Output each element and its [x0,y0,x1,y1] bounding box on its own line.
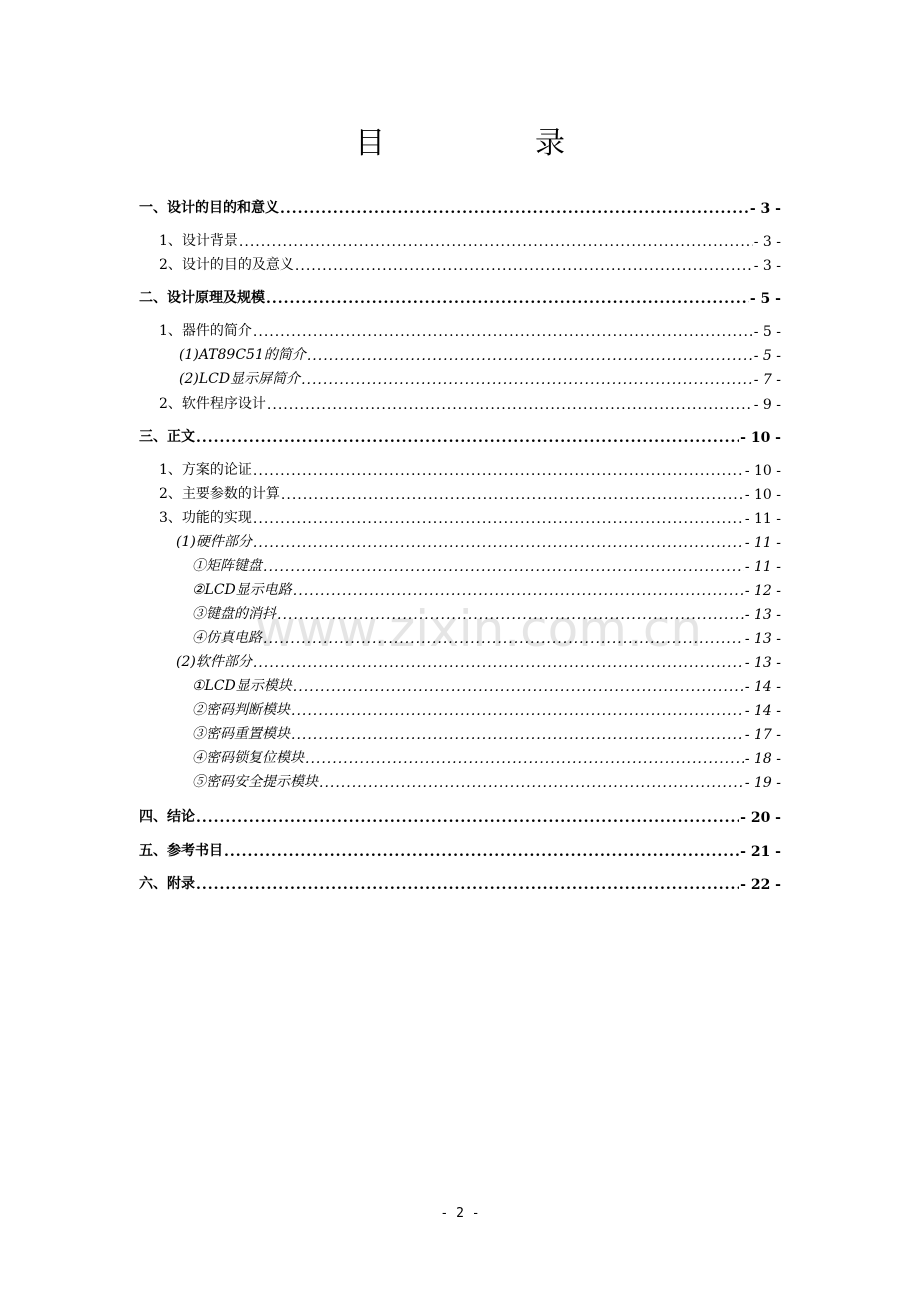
toc-page: - 9 - [753,397,781,413]
page-title: 目 录 [355,126,625,161]
toc-page: - 18 - [744,751,781,767]
leader-dots [224,844,739,860]
leader-dots [253,655,744,671]
toc-label: ④密码锁复位模块 [192,750,304,766]
toc-page: - 14 - [744,679,781,695]
toc-label: ③键盘的消抖 [192,606,276,622]
toc-entry[interactable] [192,553,781,575]
toc-page: - 5 - [753,324,781,340]
toc-entry[interactable] [159,457,781,479]
toc-page: - 20 - [740,810,781,826]
toc-label: 五、参考书目 [139,843,223,859]
leader-dots [267,397,753,413]
toc-entry[interactable] [176,529,781,551]
toc-page: - 14 - [744,703,781,719]
leader-dots [280,201,749,217]
toc-label: 2、主要参数的计算 [159,486,280,502]
leader-dots [293,583,744,599]
leader-dots [239,234,753,250]
toc-entry[interactable] [139,838,781,860]
page-number: - 2 - [440,1206,480,1221]
leader-dots [266,291,749,307]
toc-label: ②LCD显示电路 [192,582,292,598]
toc-page: - 3 - [753,258,781,274]
toc-entry[interactable] [192,721,781,743]
toc-page: - 11 - [744,559,781,575]
toc-entry[interactable] [139,424,781,446]
toc-label: ①LCD显示模块 [192,678,292,694]
toc-entry[interactable] [192,577,781,599]
toc-label: 2、软件程序设计 [159,396,266,412]
toc-entry[interactable] [139,285,781,307]
leader-dots [307,348,753,364]
leader-dots [295,258,753,274]
leader-dots [281,487,744,503]
toc-entry[interactable] [179,366,781,388]
toc-page: - 11 - [744,535,781,551]
toc-label: (2)软件部分 [176,654,252,670]
toc-entry[interactable] [159,318,781,340]
toc-page: - 5 - [753,348,781,364]
toc-page: - 21 - [740,844,781,860]
toc-label: 六、附录 [139,876,195,892]
toc-entry[interactable] [192,625,781,647]
toc-page: - 13 - [744,631,781,647]
leader-dots [196,877,739,893]
leader-dots [277,607,744,623]
leader-dots [301,372,753,388]
toc-label: ⑤密码安全提示模块 [192,774,318,790]
toc-label: 二、设计原理及规模 [139,290,265,306]
toc-label: 1、设计背景 [159,233,238,249]
toc-entry[interactable] [179,342,781,364]
toc-entry[interactable] [159,228,781,250]
toc-page: - 12 - [744,583,781,599]
toc-entry[interactable] [159,481,781,503]
toc-page: - 13 - [744,607,781,623]
toc-entry[interactable] [192,673,781,695]
toc-entry[interactable] [192,601,781,623]
leader-dots [291,727,744,743]
toc-page: - 10 - [744,463,781,479]
toc-entry[interactable] [139,871,781,893]
toc-page: - 10 - [744,487,781,503]
toc-page: - 17 - [744,727,781,743]
leader-dots [305,751,744,767]
leader-dots [293,679,744,695]
toc-label: 1、器件的简介 [159,323,252,339]
leader-dots [253,535,744,551]
toc-page: - 3 - [753,234,781,250]
toc-page: - 19 - [744,775,781,791]
toc-label: 2、设计的目的及意义 [159,257,294,273]
toc-page: - 7 - [753,372,781,388]
toc-label: ④仿真电路 [192,630,262,646]
toc-entry[interactable] [192,745,781,767]
toc-page: - 5 - [749,291,781,307]
toc-label: ②密码判断模块 [192,702,290,718]
toc-page: - 11 - [744,511,781,527]
toc-label: 四、结论 [139,809,195,825]
toc-label: ①矩阵键盘 [192,558,262,574]
toc-entry[interactable] [159,391,781,413]
leader-dots [263,559,744,575]
toc-entry[interactable] [192,769,781,791]
toc-label: 3、功能的实现 [159,510,252,526]
toc-label: (1)AT89C51的简介 [179,347,306,363]
toc-label: (1)硬件部分 [176,534,252,550]
toc-label: 1、方案的论证 [159,462,252,478]
toc-entry[interactable] [139,195,781,217]
leader-dots [253,463,744,479]
toc-label: 三、正文 [139,429,195,445]
watermark: www.zixin.com.cn [255,600,703,658]
leader-dots [253,511,744,527]
leader-dots [196,430,739,446]
toc-page: - 3 - [749,201,781,217]
leader-dots [196,810,739,826]
toc-label: (2)LCD显示屏简介 [179,371,301,387]
toc-entry[interactable] [159,505,781,527]
toc-label: 一、设计的目的和意义 [139,200,279,216]
toc-page: - 13 - [744,655,781,671]
toc-label: ③密码重置模块 [192,726,290,742]
toc-entry[interactable] [139,804,781,826]
toc-entry[interactable] [192,697,781,719]
leader-dots [263,631,744,647]
toc-entry[interactable] [159,252,781,274]
toc-page: - 10 - [740,430,781,446]
leader-dots [291,703,744,719]
toc-entry[interactable] [176,649,781,671]
leader-dots [319,775,744,791]
toc-page: - 22 - [740,877,781,893]
leader-dots [253,324,753,340]
